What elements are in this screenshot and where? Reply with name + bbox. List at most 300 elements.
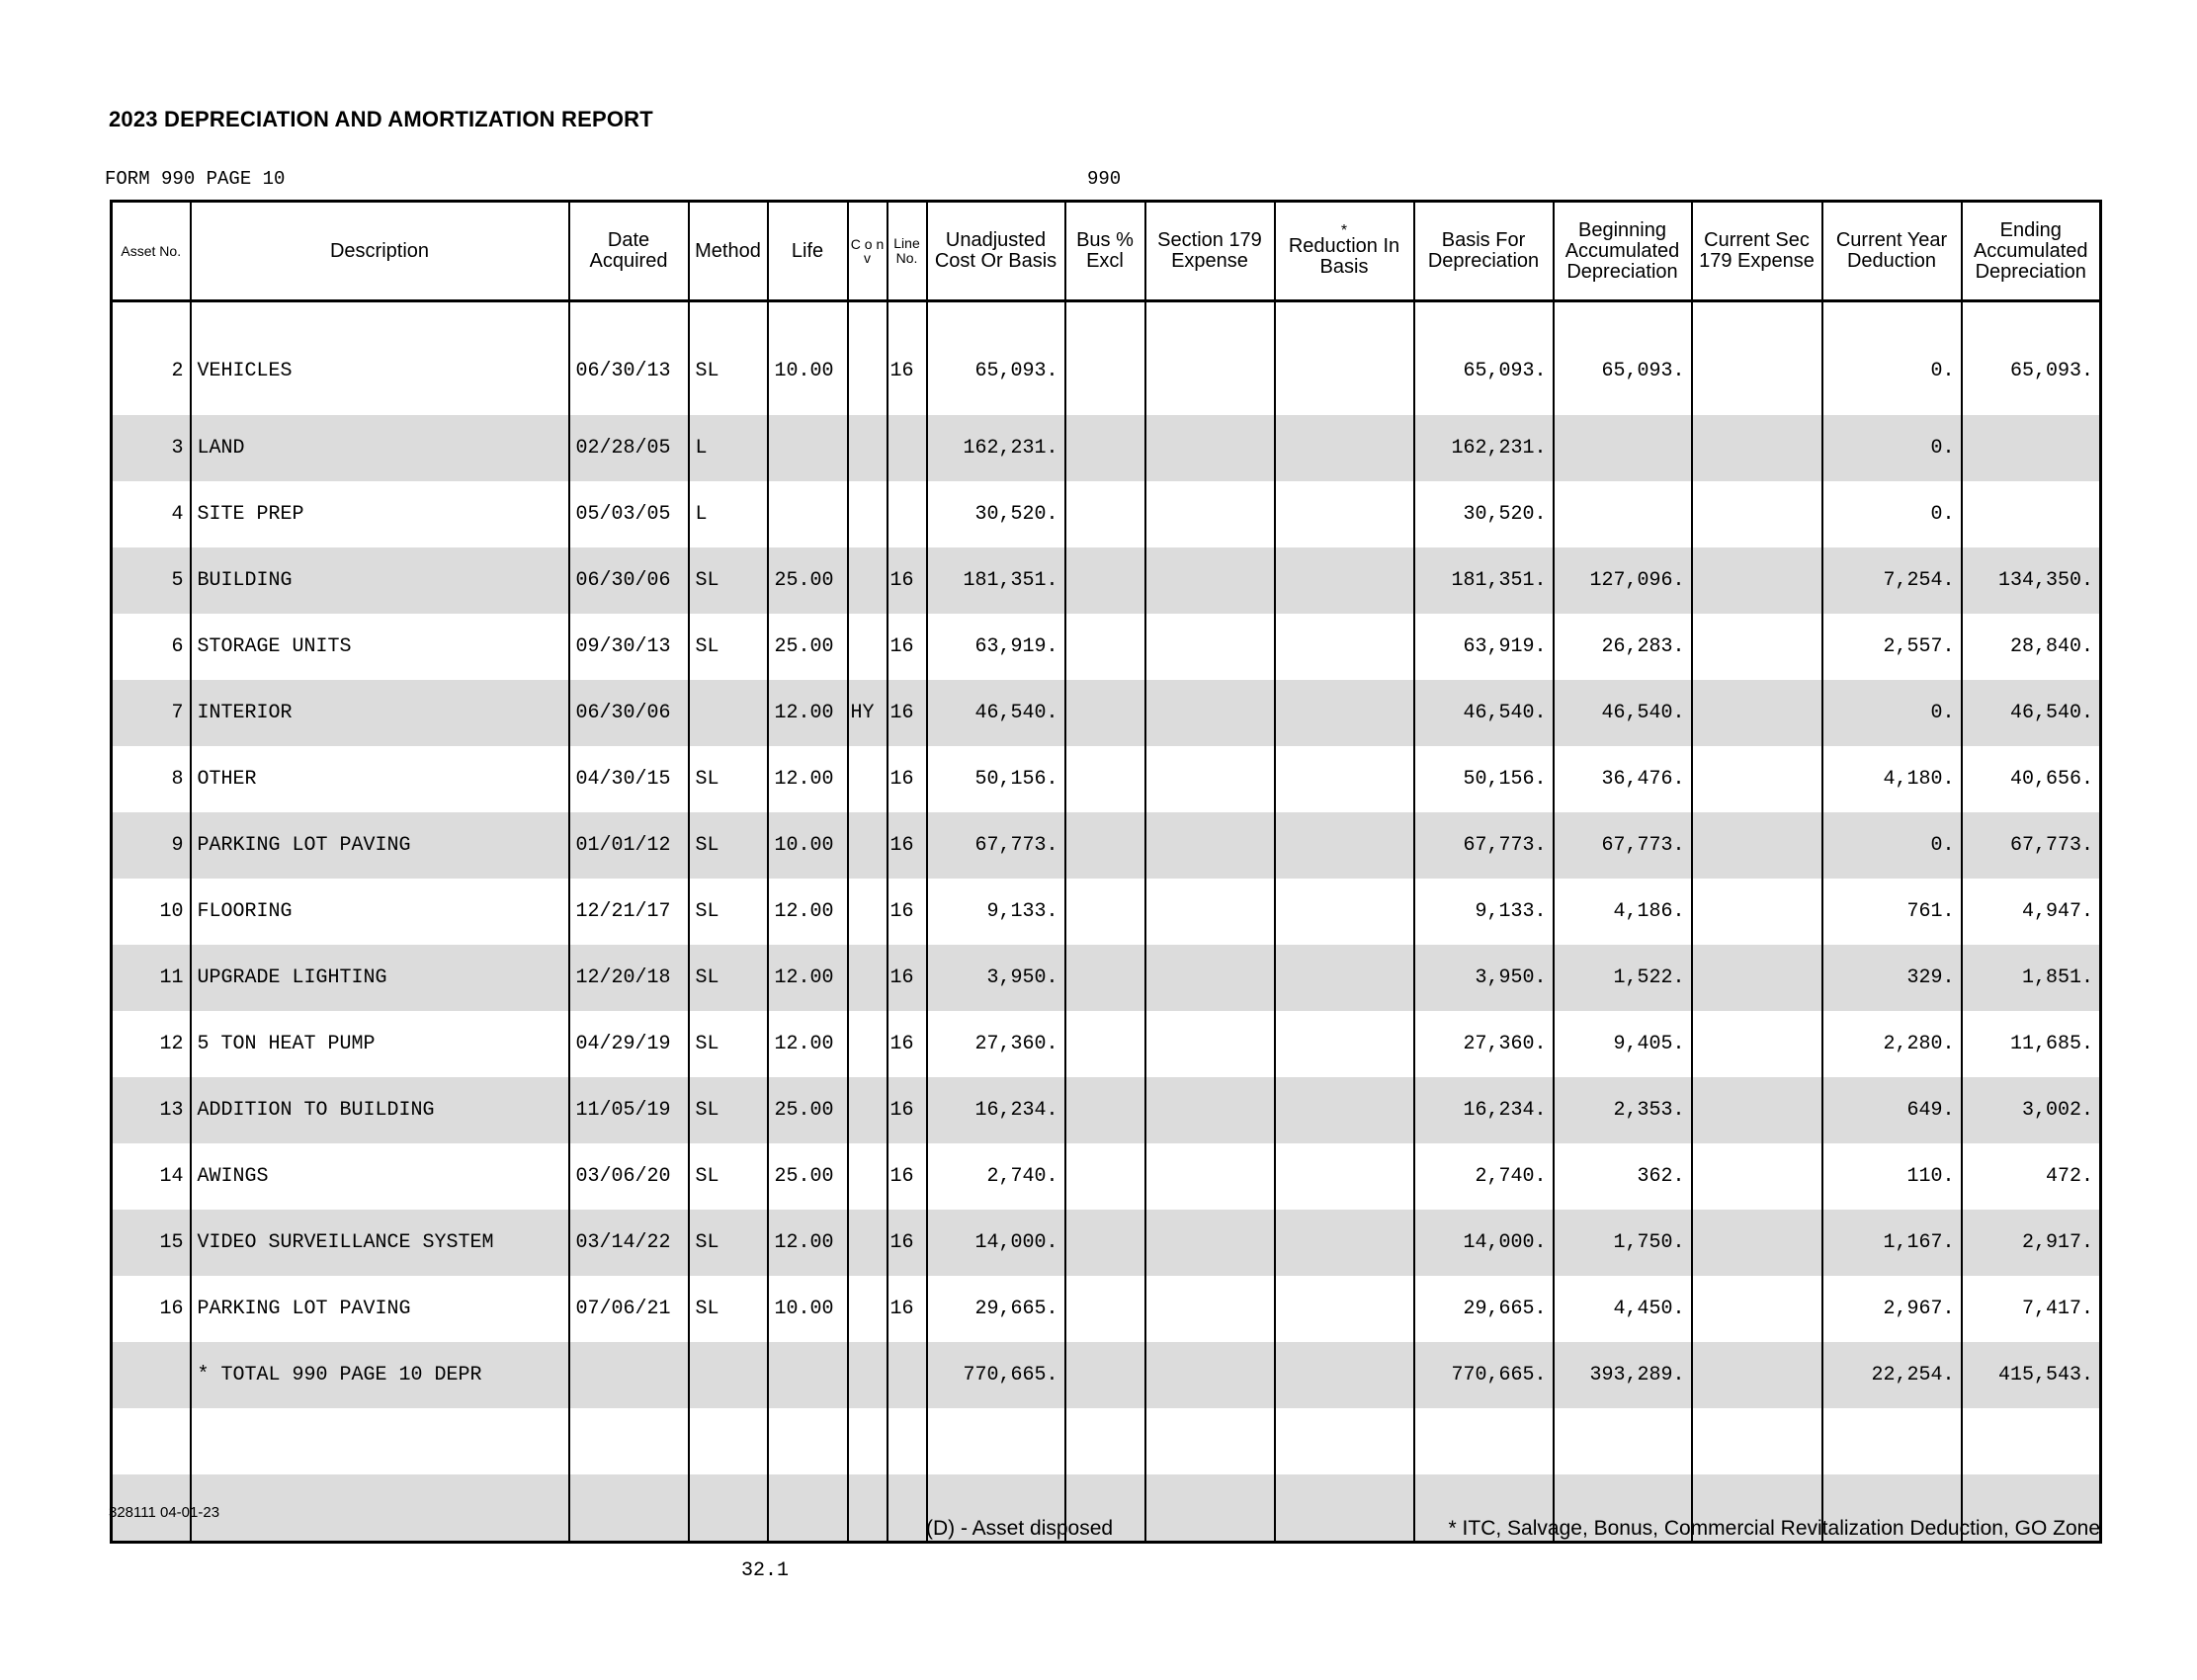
cell-conv — [848, 1342, 887, 1408]
cell-unadjusted-cost: 162,231. — [927, 415, 1065, 481]
header-current-year-deduction: Current Year Deduction — [1822, 202, 1962, 301]
cell-section-179 — [1145, 1210, 1275, 1276]
cell-current-sec179 — [1692, 680, 1822, 746]
cell-conv — [848, 1276, 887, 1342]
cell-life — [768, 481, 848, 547]
cell-description: BUILDING — [191, 547, 569, 614]
cell-basis: 67,773. — [1414, 812, 1554, 879]
cell-current-year: 2,967. — [1822, 1276, 1962, 1342]
cell-date-acquired — [569, 1408, 689, 1474]
cell-reduction — [1275, 1342, 1414, 1408]
table-row — [112, 1210, 2101, 1276]
cell-asset-no: 3 — [112, 415, 191, 481]
cell-date-acquired: 12/21/17 — [569, 879, 689, 945]
cell-section-179 — [1145, 812, 1275, 879]
cell-conv — [848, 1210, 887, 1276]
cell-section-179 — [1145, 481, 1275, 547]
cell-conv — [848, 301, 887, 416]
cell-description: PARKING LOT PAVING — [191, 1276, 569, 1342]
cell-asset-no: 15 — [112, 1210, 191, 1276]
cell-section-179 — [1145, 301, 1275, 416]
cell-current-year: 22,254. — [1822, 1342, 1962, 1408]
cell-ending-accum: 67,773. — [1962, 812, 2101, 879]
cell-basis: 16,234. — [1414, 1077, 1554, 1143]
table-row — [112, 1077, 2101, 1143]
cell-bus-pct — [1065, 945, 1145, 1011]
header-method: Method — [689, 202, 768, 301]
cell-basis: 14,000. — [1414, 1210, 1554, 1276]
cell-ending-accum: 134,350. — [1962, 547, 2101, 614]
cell-reduction — [1275, 1474, 1414, 1543]
cell-line-no: 16 — [887, 945, 927, 1011]
cell-method: SL — [689, 1210, 768, 1276]
cell-life: 10.00 — [768, 1276, 848, 1342]
cell-bus-pct — [1065, 680, 1145, 746]
cell-current-sec179 — [1692, 746, 1822, 812]
header-asset-no: Asset No. — [112, 202, 191, 301]
cell-date-acquired: 05/03/05 — [569, 481, 689, 547]
cell-current-sec179 — [1692, 945, 1822, 1011]
cell-reduction — [1275, 301, 1414, 416]
cell-basis: 50,156. — [1414, 746, 1554, 812]
header-basis-for-depreciation: Basis For Depreciation — [1414, 202, 1554, 301]
cell-bus-pct — [1065, 301, 1145, 416]
cell-date-acquired — [569, 1342, 689, 1408]
cell-basis: 63,919. — [1414, 614, 1554, 680]
cell-line-no — [887, 1342, 927, 1408]
cell-asset-no: 7 — [112, 680, 191, 746]
page-reference: 32.1 — [741, 1559, 790, 1582]
header-beginning-accumulated: Beginning Accumulated Depreciation — [1554, 202, 1692, 301]
cell-section-179 — [1145, 1408, 1275, 1474]
cell-description — [191, 1474, 569, 1543]
cell-current-sec179 — [1692, 1342, 1822, 1408]
table-row — [112, 301, 2101, 416]
cell-reduction — [1275, 614, 1414, 680]
cell-life: 10.00 — [768, 301, 848, 416]
cell-life: 25.00 — [768, 547, 848, 614]
cell-method: SL — [689, 1077, 768, 1143]
cell-bus-pct — [1065, 415, 1145, 481]
cell-current-sec179 — [1692, 614, 1822, 680]
cell-current-sec179 — [1692, 879, 1822, 945]
table-row — [112, 812, 2101, 879]
cell-section-179 — [1145, 1342, 1275, 1408]
cell-section-179 — [1145, 614, 1275, 680]
cell-section-179 — [1145, 746, 1275, 812]
cell-bus-pct — [1065, 1011, 1145, 1077]
cell-life: 12.00 — [768, 1210, 848, 1276]
header-bus-pct-excl: Bus % Excl — [1065, 202, 1145, 301]
cell-method: SL — [689, 547, 768, 614]
cell-unadjusted-cost: 2,740. — [927, 1143, 1065, 1210]
form-id: 328111 04-01-23 — [109, 1504, 220, 1521]
cell-unadjusted-cost: 50,156. — [927, 746, 1065, 812]
cell-current-sec179 — [1692, 1011, 1822, 1077]
cell-beginning-accum: 4,186. — [1554, 879, 1692, 945]
table-row — [112, 1408, 2101, 1474]
cell-asset-no: 14 — [112, 1143, 191, 1210]
table-row — [112, 879, 2101, 945]
cell-life: 12.00 — [768, 1011, 848, 1077]
table-row — [112, 481, 2101, 547]
cell-current-year: 761. — [1822, 879, 1962, 945]
cell-asset-no: 2 — [112, 301, 191, 416]
cell-unadjusted-cost: 3,950. — [927, 945, 1065, 1011]
cell-conv — [848, 945, 887, 1011]
cell-current-year: 0. — [1822, 301, 1962, 416]
cell-conv — [848, 1474, 887, 1543]
cell-method: SL — [689, 1276, 768, 1342]
cell-basis: 3,950. — [1414, 945, 1554, 1011]
cell-reduction — [1275, 415, 1414, 481]
cell-section-179 — [1145, 1011, 1275, 1077]
cell-bus-pct — [1065, 1276, 1145, 1342]
cell-date-acquired: 09/30/13 — [569, 614, 689, 680]
cell-ending-accum — [1962, 1408, 2101, 1474]
cell-beginning-accum: 393,289. — [1554, 1342, 1692, 1408]
cell-life: 12.00 — [768, 680, 848, 746]
cell-ending-accum: 472. — [1962, 1143, 2101, 1210]
header-ending-accumulated: Ending Accumulated Depreciation — [1962, 202, 2101, 301]
itc-note: * ITC, Salvage, Bonus, Commercial Revitalization Deduction, GO Zone — [1448, 1517, 2100, 1540]
cell-unadjusted-cost: 30,520. — [927, 481, 1065, 547]
cell-line-no: 16 — [887, 1143, 927, 1210]
cell-ending-accum: 7,417. — [1962, 1276, 2101, 1342]
cell-unadjusted-cost: 9,133. — [927, 879, 1065, 945]
cell-current-sec179 — [1692, 481, 1822, 547]
cell-current-year: 110. — [1822, 1143, 1962, 1210]
cell-bus-pct — [1065, 1210, 1145, 1276]
cell-conv — [848, 481, 887, 547]
cell-basis: 65,093. — [1414, 301, 1554, 416]
cell-beginning-accum: 26,283. — [1554, 614, 1692, 680]
table-row — [112, 680, 2101, 746]
cell-unadjusted-cost: 67,773. — [927, 812, 1065, 879]
cell-current-sec179 — [1692, 415, 1822, 481]
cell-bus-pct — [1065, 547, 1145, 614]
depreciation-table — [110, 200, 2102, 1544]
cell-current-year: 0. — [1822, 812, 1962, 879]
cell-unadjusted-cost: 770,665. — [927, 1342, 1065, 1408]
cell-life — [768, 1474, 848, 1543]
cell-basis: 2,740. — [1414, 1143, 1554, 1210]
cell-life — [768, 1408, 848, 1474]
cell-description: SITE PREP — [191, 481, 569, 547]
cell-method: SL — [689, 812, 768, 879]
cell-asset-no: 6 — [112, 614, 191, 680]
cell-beginning-accum: 127,096. — [1554, 547, 1692, 614]
cell-method: SL — [689, 1011, 768, 1077]
cell-date-acquired: 06/30/13 — [569, 301, 689, 416]
cell-line-no: 16 — [887, 547, 927, 614]
cell-conv — [848, 415, 887, 481]
cell-life: 12.00 — [768, 945, 848, 1011]
cell-unadjusted-cost: 27,360. — [927, 1011, 1065, 1077]
cell-beginning-accum: 9,405. — [1554, 1011, 1692, 1077]
cell-method: SL — [689, 301, 768, 416]
header-current-sec-179: Current Sec 179 Expense — [1692, 202, 1822, 301]
cell-conv — [848, 746, 887, 812]
cell-beginning-accum: 46,540. — [1554, 680, 1692, 746]
cell-line-no — [887, 1474, 927, 1543]
cell-unadjusted-cost: 181,351. — [927, 547, 1065, 614]
cell-date-acquired: 04/30/15 — [569, 746, 689, 812]
cell-line-no — [887, 481, 927, 547]
cell-description: LAND — [191, 415, 569, 481]
cell-current-sec179 — [1692, 301, 1822, 416]
cell-date-acquired: 02/28/05 — [569, 415, 689, 481]
cell-beginning-accum: 362. — [1554, 1143, 1692, 1210]
cell-reduction — [1275, 1011, 1414, 1077]
cell-ending-accum — [1962, 481, 2101, 547]
cell-method: L — [689, 481, 768, 547]
cell-ending-accum — [1962, 415, 2101, 481]
cell-description: PARKING LOT PAVING — [191, 812, 569, 879]
cell-beginning-accum — [1554, 1408, 1692, 1474]
cell-reduction — [1275, 1077, 1414, 1143]
cell-reduction — [1275, 547, 1414, 614]
cell-ending-accum: 4,947. — [1962, 879, 2101, 945]
cell-date-acquired: 03/14/22 — [569, 1210, 689, 1276]
cell-unadjusted-cost: 46,540. — [927, 680, 1065, 746]
cell-asset-no: 9 — [112, 812, 191, 879]
cell-unadjusted-cost: 16,234. — [927, 1077, 1065, 1143]
cell-life: 12.00 — [768, 879, 848, 945]
cell-reduction — [1275, 1143, 1414, 1210]
cell-method: SL — [689, 746, 768, 812]
header-unadjusted-cost: Unadjusted Cost Or Basis — [927, 202, 1065, 301]
cell-conv — [848, 1077, 887, 1143]
cell-basis: 162,231. — [1414, 415, 1554, 481]
cell-current-year: 2,280. — [1822, 1011, 1962, 1077]
cell-asset-no: 13 — [112, 1077, 191, 1143]
cell-asset-no: 16 — [112, 1276, 191, 1342]
cell-ending-accum: 28,840. — [1962, 614, 2101, 680]
cell-description: OTHER — [191, 746, 569, 812]
cell-bus-pct — [1065, 1077, 1145, 1143]
cell-line-no: 16 — [887, 879, 927, 945]
cell-current-year: 2,557. — [1822, 614, 1962, 680]
header-line-no: Line No. — [887, 202, 927, 301]
cell-bus-pct — [1065, 1408, 1145, 1474]
cell-reduction — [1275, 746, 1414, 812]
cell-current-year: 4,180. — [1822, 746, 1962, 812]
cell-asset-no: 5 — [112, 547, 191, 614]
cell-conv — [848, 1011, 887, 1077]
cell-beginning-accum: 65,093. — [1554, 301, 1692, 416]
cell-description: INTERIOR — [191, 680, 569, 746]
cell-asset-no — [112, 1408, 191, 1474]
table-row — [112, 1143, 2101, 1210]
cell-reduction — [1275, 879, 1414, 945]
cell-section-179 — [1145, 879, 1275, 945]
cell-method — [689, 680, 768, 746]
cell-asset-no: 11 — [112, 945, 191, 1011]
cell-ending-accum: 40,656. — [1962, 746, 2101, 812]
cell-basis: 181,351. — [1414, 547, 1554, 614]
cell-section-179 — [1145, 1474, 1275, 1543]
cell-section-179 — [1145, 1143, 1275, 1210]
cell-description: 5 TON HEAT PUMP — [191, 1011, 569, 1077]
cell-basis — [1414, 1408, 1554, 1474]
cell-unadjusted-cost: 65,093. — [927, 301, 1065, 416]
cell-date-acquired: 06/30/06 — [569, 680, 689, 746]
cell-unadjusted-cost: 14,000. — [927, 1210, 1065, 1276]
table-row — [112, 945, 2101, 1011]
cell-current-year: 0. — [1822, 415, 1962, 481]
cell-basis: 27,360. — [1414, 1011, 1554, 1077]
cell-unadjusted-cost — [927, 1408, 1065, 1474]
header-reduction-in-basis — [1275, 202, 1414, 301]
cell-life: 10.00 — [768, 812, 848, 879]
cell-date-acquired: 12/20/18 — [569, 945, 689, 1011]
cell-method: SL — [689, 614, 768, 680]
cell-basis: 29,665. — [1414, 1276, 1554, 1342]
cell-line-no: 16 — [887, 680, 927, 746]
cell-beginning-accum — [1554, 481, 1692, 547]
cell-description: AWINGS — [191, 1143, 569, 1210]
cell-line-no: 16 — [887, 614, 927, 680]
cell-unadjusted-cost: 29,665. — [927, 1276, 1065, 1342]
cell-ending-accum: 3,002. — [1962, 1077, 2101, 1143]
cell-beginning-accum: 4,450. — [1554, 1276, 1692, 1342]
header-section-179: Section 179 Expense — [1145, 202, 1275, 301]
cell-date-acquired: 04/29/19 — [569, 1011, 689, 1077]
cell-unadjusted-cost: 63,919. — [927, 614, 1065, 680]
table-row — [112, 614, 2101, 680]
cell-life: 25.00 — [768, 1077, 848, 1143]
cell-section-179 — [1145, 547, 1275, 614]
table-row — [112, 1011, 2101, 1077]
cell-line-no: 16 — [887, 1210, 927, 1276]
cell-reduction — [1275, 1276, 1414, 1342]
report-title: 2023 DEPRECIATION AND AMORTIZATION REPORT — [109, 107, 653, 131]
cell-beginning-accum: 2,353. — [1554, 1077, 1692, 1143]
cell-basis: 46,540. — [1414, 680, 1554, 746]
cell-life — [768, 415, 848, 481]
cell-method — [689, 1342, 768, 1408]
cell-beginning-accum: 36,476. — [1554, 746, 1692, 812]
cell-conv — [848, 614, 887, 680]
cell-section-179 — [1145, 1276, 1275, 1342]
cell-conv — [848, 547, 887, 614]
cell-life — [768, 1342, 848, 1408]
cell-beginning-accum: 1,522. — [1554, 945, 1692, 1011]
cell-reduction — [1275, 945, 1414, 1011]
cell-current-sec179 — [1692, 812, 1822, 879]
table-header — [112, 202, 2101, 301]
cell-reduction — [1275, 1408, 1414, 1474]
cell-asset-no — [112, 1342, 191, 1408]
cell-ending-accum: 1,851. — [1962, 945, 2101, 1011]
cell-current-year: 649. — [1822, 1077, 1962, 1143]
cell-asset-no: 8 — [112, 746, 191, 812]
cell-section-179 — [1145, 415, 1275, 481]
table-row — [112, 1342, 2101, 1408]
cell-current-sec179 — [1692, 1143, 1822, 1210]
cell-basis: 770,665. — [1414, 1342, 1554, 1408]
cell-ending-accum: 46,540. — [1962, 680, 2101, 746]
cell-beginning-accum: 1,750. — [1554, 1210, 1692, 1276]
cell-section-179 — [1145, 945, 1275, 1011]
cell-current-sec179 — [1692, 547, 1822, 614]
cell-current-year: 0. — [1822, 481, 1962, 547]
cell-current-year: 7,254. — [1822, 547, 1962, 614]
cell-ending-accum: 415,543. — [1962, 1342, 2101, 1408]
cell-description: STORAGE UNITS — [191, 614, 569, 680]
cell-bus-pct — [1065, 1143, 1145, 1210]
header-conv: C o n v — [848, 202, 887, 301]
cell-line-no — [887, 415, 927, 481]
cell-bus-pct — [1065, 481, 1145, 547]
cell-section-179 — [1145, 680, 1275, 746]
cell-current-sec179 — [1692, 1276, 1822, 1342]
cell-section-179 — [1145, 1077, 1275, 1143]
table-row — [112, 746, 2101, 812]
cell-bus-pct — [1065, 746, 1145, 812]
cell-method: L — [689, 415, 768, 481]
cell-bus-pct — [1065, 614, 1145, 680]
cell-bus-pct — [1065, 812, 1145, 879]
cell-conv: HY — [848, 680, 887, 746]
cell-basis: 30,520. — [1414, 481, 1554, 547]
cell-date-acquired — [569, 1474, 689, 1543]
table-row — [112, 547, 2101, 614]
cell-basis: 9,133. — [1414, 879, 1554, 945]
cell-line-no — [887, 1408, 927, 1474]
table-body — [112, 301, 2101, 1543]
cell-line-no: 16 — [887, 1077, 927, 1143]
cell-bus-pct — [1065, 879, 1145, 945]
cell-asset-no: 12 — [112, 1011, 191, 1077]
cell-beginning-accum — [1554, 415, 1692, 481]
cell-description: FLOORING — [191, 879, 569, 945]
cell-line-no: 16 — [887, 1276, 927, 1342]
cell-method: SL — [689, 879, 768, 945]
form-label: FORM 990 PAGE 10 — [105, 168, 286, 190]
form-number: 990 — [1087, 168, 1122, 190]
cell-life: 25.00 — [768, 1143, 848, 1210]
cell-method — [689, 1408, 768, 1474]
disposed-note: (D) - Asset disposed — [926, 1517, 1114, 1540]
cell-description: UPGRADE LIGHTING — [191, 945, 569, 1011]
cell-current-year — [1822, 1408, 1962, 1474]
cell-current-sec179 — [1692, 1408, 1822, 1474]
cell-ending-accum: 11,685. — [1962, 1011, 2101, 1077]
cell-date-acquired: 11/05/19 — [569, 1077, 689, 1143]
cell-reduction — [1275, 680, 1414, 746]
cell-description — [191, 1408, 569, 1474]
table-row — [112, 415, 2101, 481]
cell-description: * TOTAL 990 PAGE 10 DEPR — [191, 1342, 569, 1408]
header-description: Description — [191, 202, 569, 301]
table-row — [112, 1276, 2101, 1342]
reduction-label: Reduction In Basis — [1288, 235, 1400, 278]
cell-date-acquired: 07/06/21 — [569, 1276, 689, 1342]
cell-life: 25.00 — [768, 614, 848, 680]
cell-line-no: 16 — [887, 301, 927, 416]
cell-date-acquired: 03/06/20 — [569, 1143, 689, 1210]
cell-date-acquired: 01/01/12 — [569, 812, 689, 879]
header-date-acquired: Date Acquired — [569, 202, 689, 301]
cell-line-no: 16 — [887, 812, 927, 879]
cell-conv — [848, 879, 887, 945]
cell-current-year: 0. — [1822, 680, 1962, 746]
cell-date-acquired: 06/30/06 — [569, 547, 689, 614]
cell-bus-pct — [1065, 1342, 1145, 1408]
reduction-asterisk: * — [1340, 222, 1348, 239]
